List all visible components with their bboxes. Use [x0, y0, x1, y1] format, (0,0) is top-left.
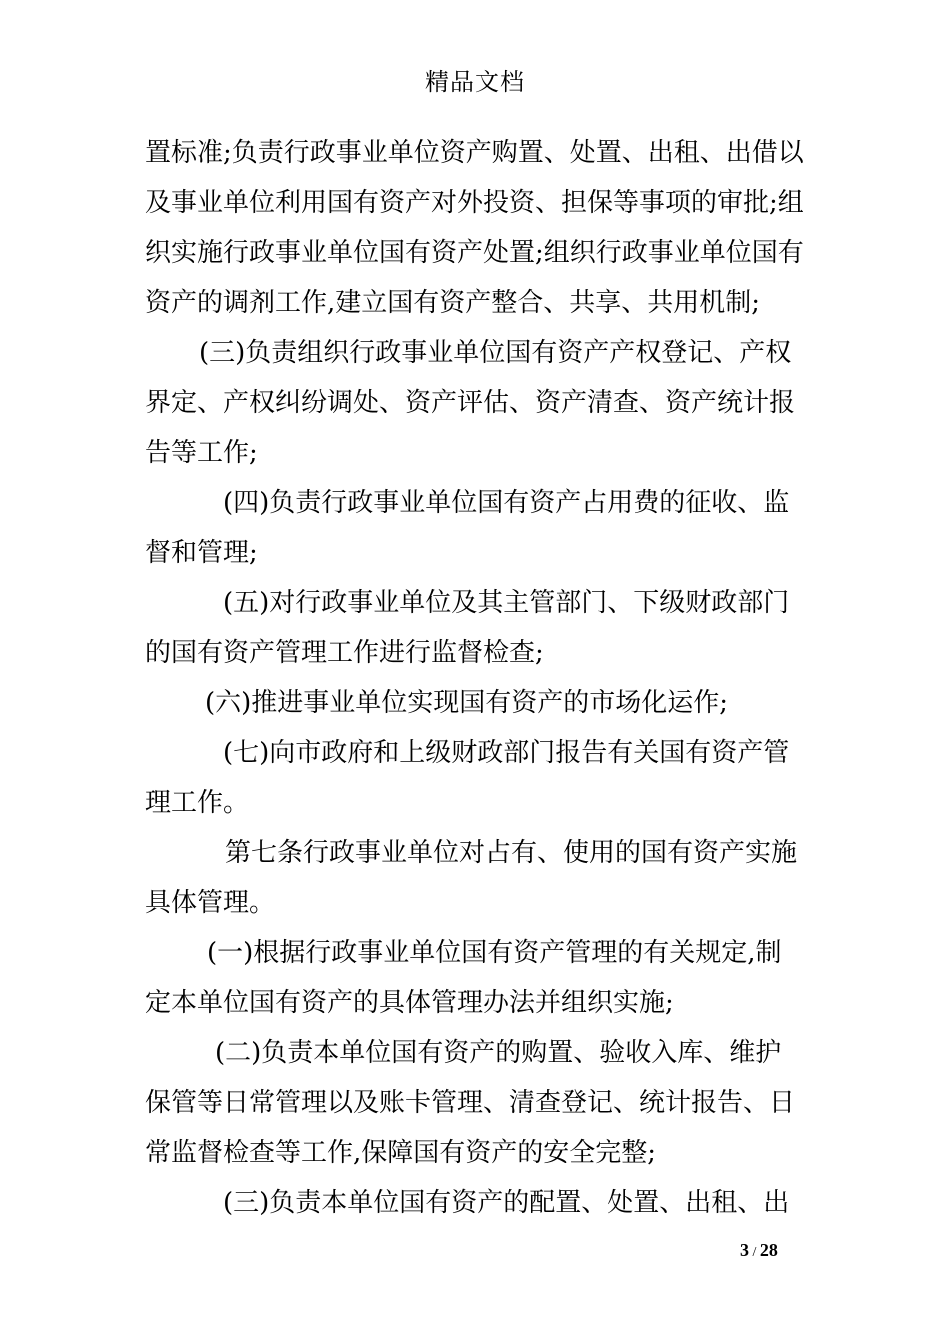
text-line: (三)负责本单位国有资产的配置、处置、出租、出 — [223, 1188, 790, 1218]
text-line: 理工作。 — [145, 788, 250, 818]
page-header: 精品文档 — [425, 68, 525, 96]
page-total: 28 — [759, 1240, 778, 1260]
page-number — [740, 1240, 778, 1261]
text-line: (二)负责本单位国有资产的购置、验收入库、维护 — [215, 1038, 782, 1068]
page-separator: / — [749, 1245, 760, 1260]
text-line: 具体管理。 — [145, 888, 276, 918]
text-line: (三)负责组织行政事业单位国有资产产权登记、产权 — [199, 338, 792, 368]
text-line: (七)向市政府和上级财政部门报告有关国有资产管 — [223, 738, 790, 768]
text-line: 保管等日常管理以及账卡管理、清查登记、统计报告、日 — [145, 1088, 796, 1118]
text-line: 的国有资产管理工作进行监督检查; — [145, 638, 544, 668]
text-line: 织实施行政事业单位国有资产处置;组织行政事业单位国有 — [145, 238, 804, 268]
text-line: (六)推进事业单位实现国有资产的市场化运作; — [205, 688, 729, 718]
text-line: 第七条行政事业单位对占有、使用的国有资产实施 — [225, 838, 798, 868]
page-current: 3 — [740, 1240, 749, 1260]
text-line: (五)对行政事业单位及其主管部门、下级财政部门 — [223, 588, 790, 618]
text-line: 定本单位国有资产的具体管理办法并组织实施; — [145, 988, 674, 1018]
text-line: 常监督检查等工作,保障国有资产的安全完整; — [145, 1138, 657, 1168]
text-line: (四)负责行政事业单位国有资产占用费的征收、监 — [223, 488, 790, 518]
text-line: 及事业单位利用国有资产对外投资、担保等事项的审批;组 — [145, 188, 804, 218]
text-line: 督和管理; — [145, 538, 258, 568]
document-body — [145, 128, 807, 1228]
text-line: 界定、产权纠纷调处、资产评估、资产清查、资产统计报 — [145, 388, 796, 418]
text-line: (一)根据行政事业单位国有资产管理的有关规定,制 — [207, 938, 782, 968]
text-line: 告等工作; — [145, 438, 258, 468]
text-line: 资产的调剂工作,建立国有资产整合、共享、共用机制; — [145, 288, 761, 318]
text-line: 置标准;负责行政事业单位资产购置、处置、出租、出借以 — [145, 138, 804, 168]
